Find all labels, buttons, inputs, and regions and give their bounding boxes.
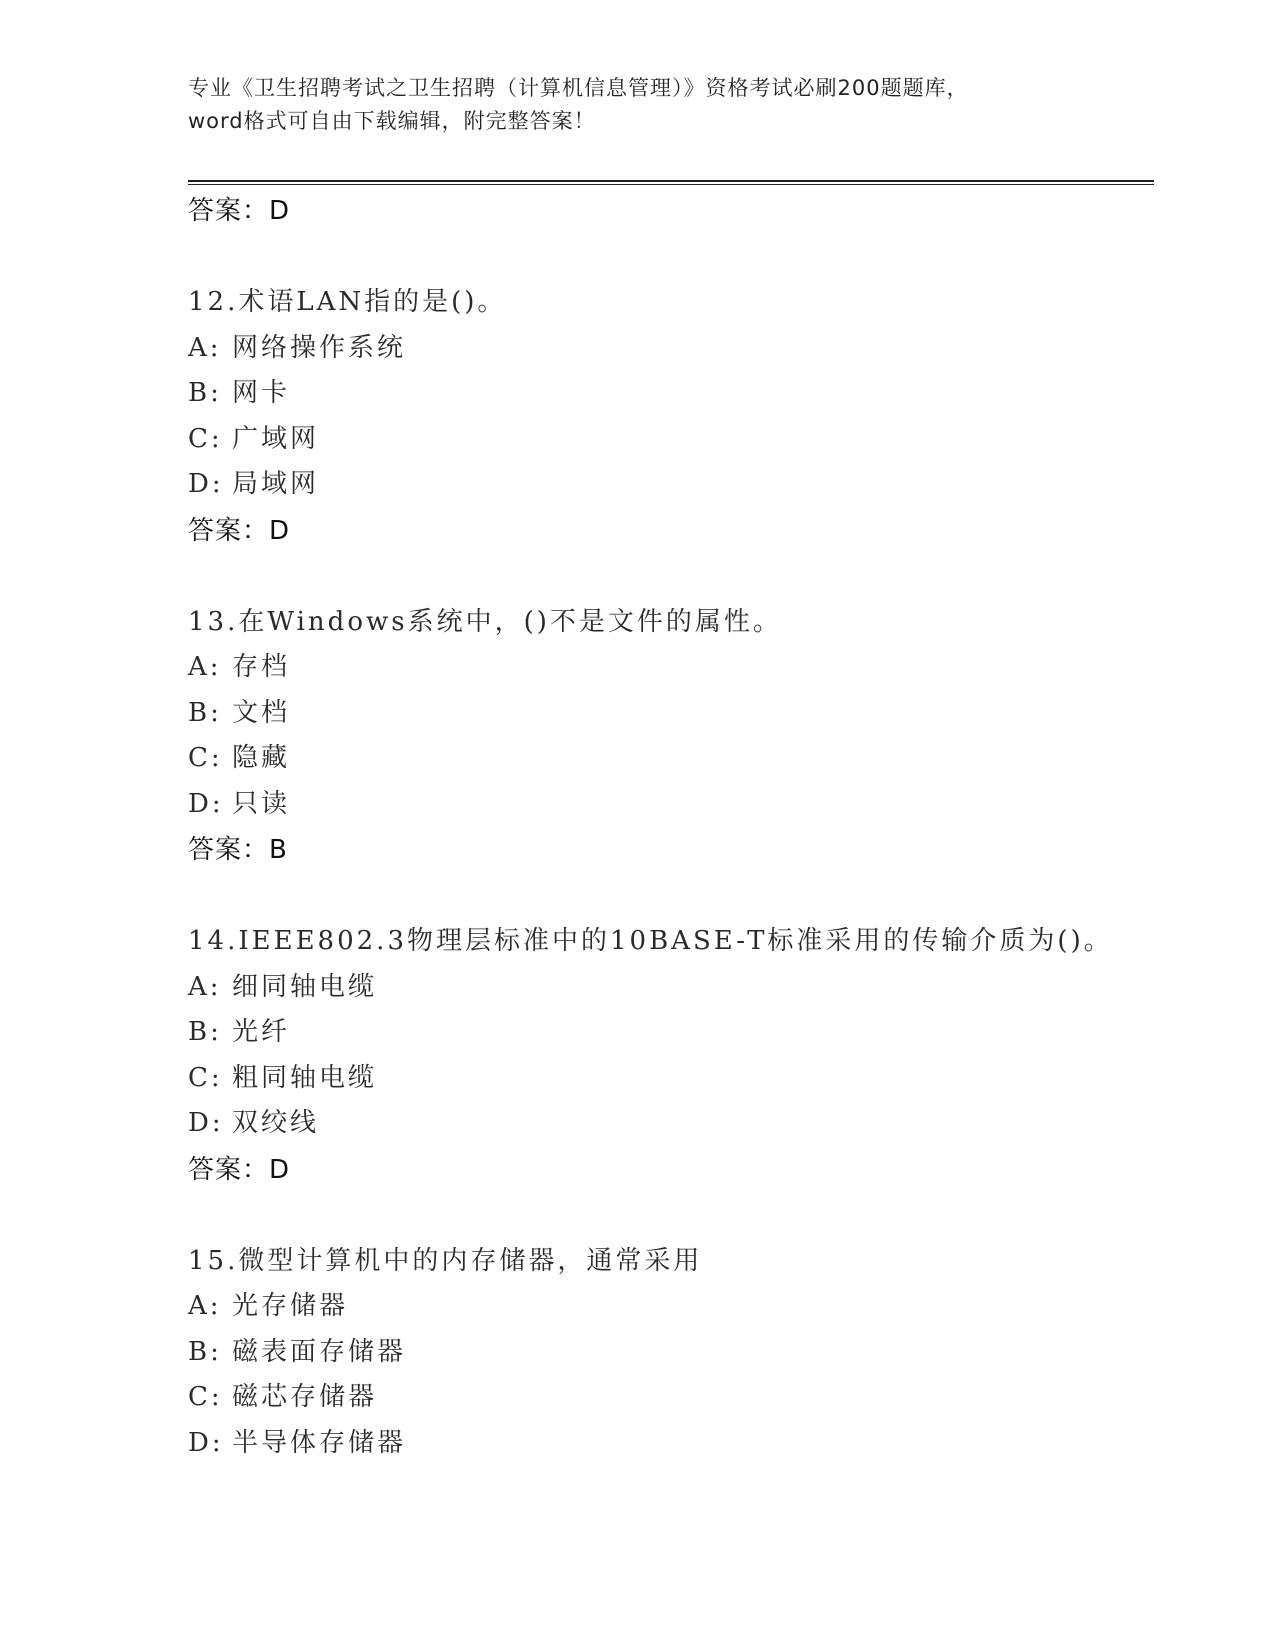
option-a [188, 1284, 1154, 1330]
option-b [188, 691, 1154, 737]
option-c [188, 417, 1154, 463]
option-text: 磁表面存储器 [232, 1336, 407, 1367]
answer-line: 答案：D [188, 515, 291, 546]
question-14 [188, 919, 1154, 1193]
option-text: 磁芯存储器 [232, 1382, 378, 1412]
option-letter: C: [188, 1062, 223, 1093]
option-letter: B: [188, 697, 222, 728]
header-divider-thin [188, 184, 1154, 185]
option-text: 存档 [232, 652, 291, 682]
option-b [188, 371, 1154, 417]
question-title: 12.术语LAN指的是()。 [188, 287, 507, 317]
option-a [188, 645, 1154, 691]
option-letter: A: [188, 1291, 222, 1321]
option-text: 光存储器 [232, 1291, 349, 1321]
option-d [188, 782, 1154, 828]
option-text: 局域网 [232, 469, 320, 499]
option-text: 粗同轴电缆 [232, 1062, 378, 1093]
option-letter: B: [188, 1017, 222, 1047]
option-letter: D: [188, 788, 224, 819]
question-title: 13.在Windows系统中，()不是文件的属性。 [188, 606, 782, 637]
option-b [188, 1330, 1154, 1376]
header-divider-thick [188, 180, 1154, 182]
option-c [188, 1375, 1154, 1421]
option-d [188, 462, 1154, 508]
option-letter: C: [188, 743, 223, 773]
option-letter: D: [188, 1108, 224, 1138]
option-d [188, 1101, 1154, 1147]
option-text: 只读 [232, 788, 291, 819]
option-c [188, 1056, 1154, 1102]
option-letter: C: [188, 423, 223, 454]
question-list [188, 188, 1154, 1466]
question-13 [188, 600, 1154, 874]
option-letter: A: [188, 332, 222, 363]
previous-answer: 答案：D [188, 196, 291, 226]
answer-line: 答案：D [188, 1154, 291, 1185]
option-text: 半导体存储器 [232, 1427, 407, 1458]
option-letter: B: [188, 1336, 222, 1367]
option-text: 隐藏 [232, 743, 291, 773]
option-d [188, 1421, 1154, 1467]
option-text: 细同轴电缆 [232, 971, 378, 1002]
spacer [188, 873, 1154, 919]
option-letter: C: [188, 1382, 223, 1412]
document-header [188, 72, 1088, 138]
option-text: 网卡 [232, 378, 291, 408]
option-b [188, 1010, 1154, 1056]
option-letter: A: [188, 652, 222, 682]
option-letter: D: [188, 1427, 224, 1458]
question-title: 15.微型计算机中的内存储器，通常采用 [188, 1245, 703, 1276]
answer-line: 答案：B [188, 835, 288, 865]
option-c [188, 736, 1154, 782]
question-15 [188, 1239, 1154, 1467]
option-a [188, 965, 1154, 1011]
spacer [188, 234, 1154, 280]
option-text: 文档 [232, 697, 291, 728]
option-letter: A: [188, 971, 222, 1002]
spacer [188, 554, 1154, 600]
option-letter: D: [188, 469, 224, 499]
option-text: 双绞线 [232, 1108, 320, 1138]
header-line-2: word格式可自由下载编辑，附完整答案！ [188, 109, 596, 133]
option-text: 网络操作系统 [232, 332, 407, 363]
option-letter: B: [188, 378, 222, 408]
question-title: 14.IEEE802.3物理层标准中的10BASE-T标准采用的传输介质为()。 [188, 926, 1113, 956]
spacer [188, 1193, 1154, 1239]
question-12 [188, 280, 1154, 554]
option-a [188, 326, 1154, 372]
option-text: 光纤 [232, 1017, 291, 1047]
header-line-1: 专业《卫生招聘考试之卫生招聘（计算机信息管理）》资格考试必刷200题题库， [188, 76, 969, 100]
option-text: 广域网 [232, 423, 320, 454]
